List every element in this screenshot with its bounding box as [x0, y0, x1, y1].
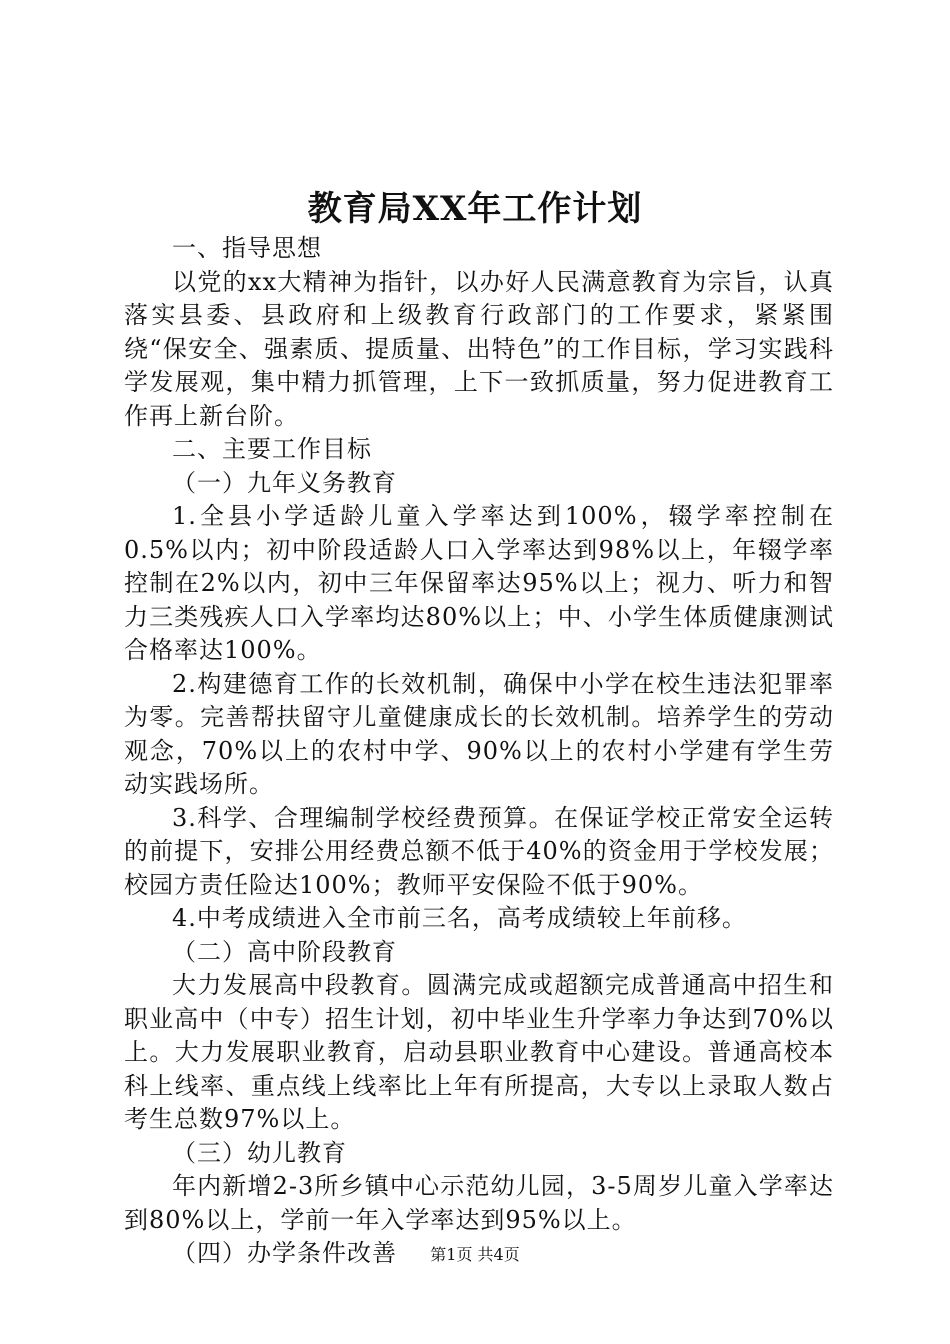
paragraph: 3.科学、合理编制学校经费预算。在保证学校正常安全运转的前提下，安排公用经费总额不低于40%的资金用于学校发展；校园方责任险达100%；教师平安保险不低于90%。	[124, 803, 834, 899]
subsection-heading: （三）幼儿教育	[172, 1138, 347, 1167]
paragraph: 年内新增2-3所乡镇中心示范幼儿园，3-5周岁儿童入学率达到80%以上，学前一年入学率达到95%以上。	[124, 1172, 834, 1234]
section-heading: 一、指导思想	[172, 234, 322, 262]
subsection-heading: （四）办学条件改善	[172, 1239, 397, 1267]
document-title: 教育局XX年工作计划	[307, 189, 643, 229]
paragraph: 1.全县小学适龄儿童入学率达到100%，辍学率控制在0.5%以内；初中阶段适龄人口入学率达到98%以上，年辍学率控制在2%以内，初中三年保留率达95%以上；视力、听力和智力三类残疾人口入学率均达80%以上；中、小学生体质健康测试合格率达100%。	[124, 502, 834, 664]
subsection-heading: （一）九年义务教育	[172, 468, 397, 497]
document-body	[124, 232, 834, 1271]
paragraph: 2.构建德育工作的长效机制，确保中小学在校生违法犯罪率为零。完善帮扶留守儿童健康成长的长效机制。培养学生的劳动观念，70%以上的农村中学、90%以上的农村小学建有学生劳动实践场所。	[124, 669, 834, 798]
paragraph: 大力发展高中段教育。圆满完成或超额完成普通高中招生和职业高中（中专）招生计划，初中毕业生升学率力争达到70%以上。大力发展职业教育，启动县职业教育中心建设。普通高校本科上线率、重点线上线率比上年有所提高，大专以上录取人数占考生总数97%以上。	[124, 971, 834, 1133]
page-number-footer: 第1页 共4页	[430, 1245, 520, 1264]
subsection-heading: （二）高中阶段教育	[172, 937, 397, 966]
paragraph: 4.中考成绩进入全市前三名，高考成绩较上年前移。	[172, 904, 747, 932]
paragraph: 以党的xx大精神为指针，以办好人民满意教育为宗旨，认真落实县委、县政府和上级教育行政部门的工作要求，紧紧围绕“保安全、强素质、提质量、出特色”的工作目标，学习实践科学发展观，集中精力抓管理，上下一致抓质量，努力促进教育工作再上新台阶。	[124, 267, 834, 430]
section-heading: 二、主要工作目标	[172, 435, 372, 463]
